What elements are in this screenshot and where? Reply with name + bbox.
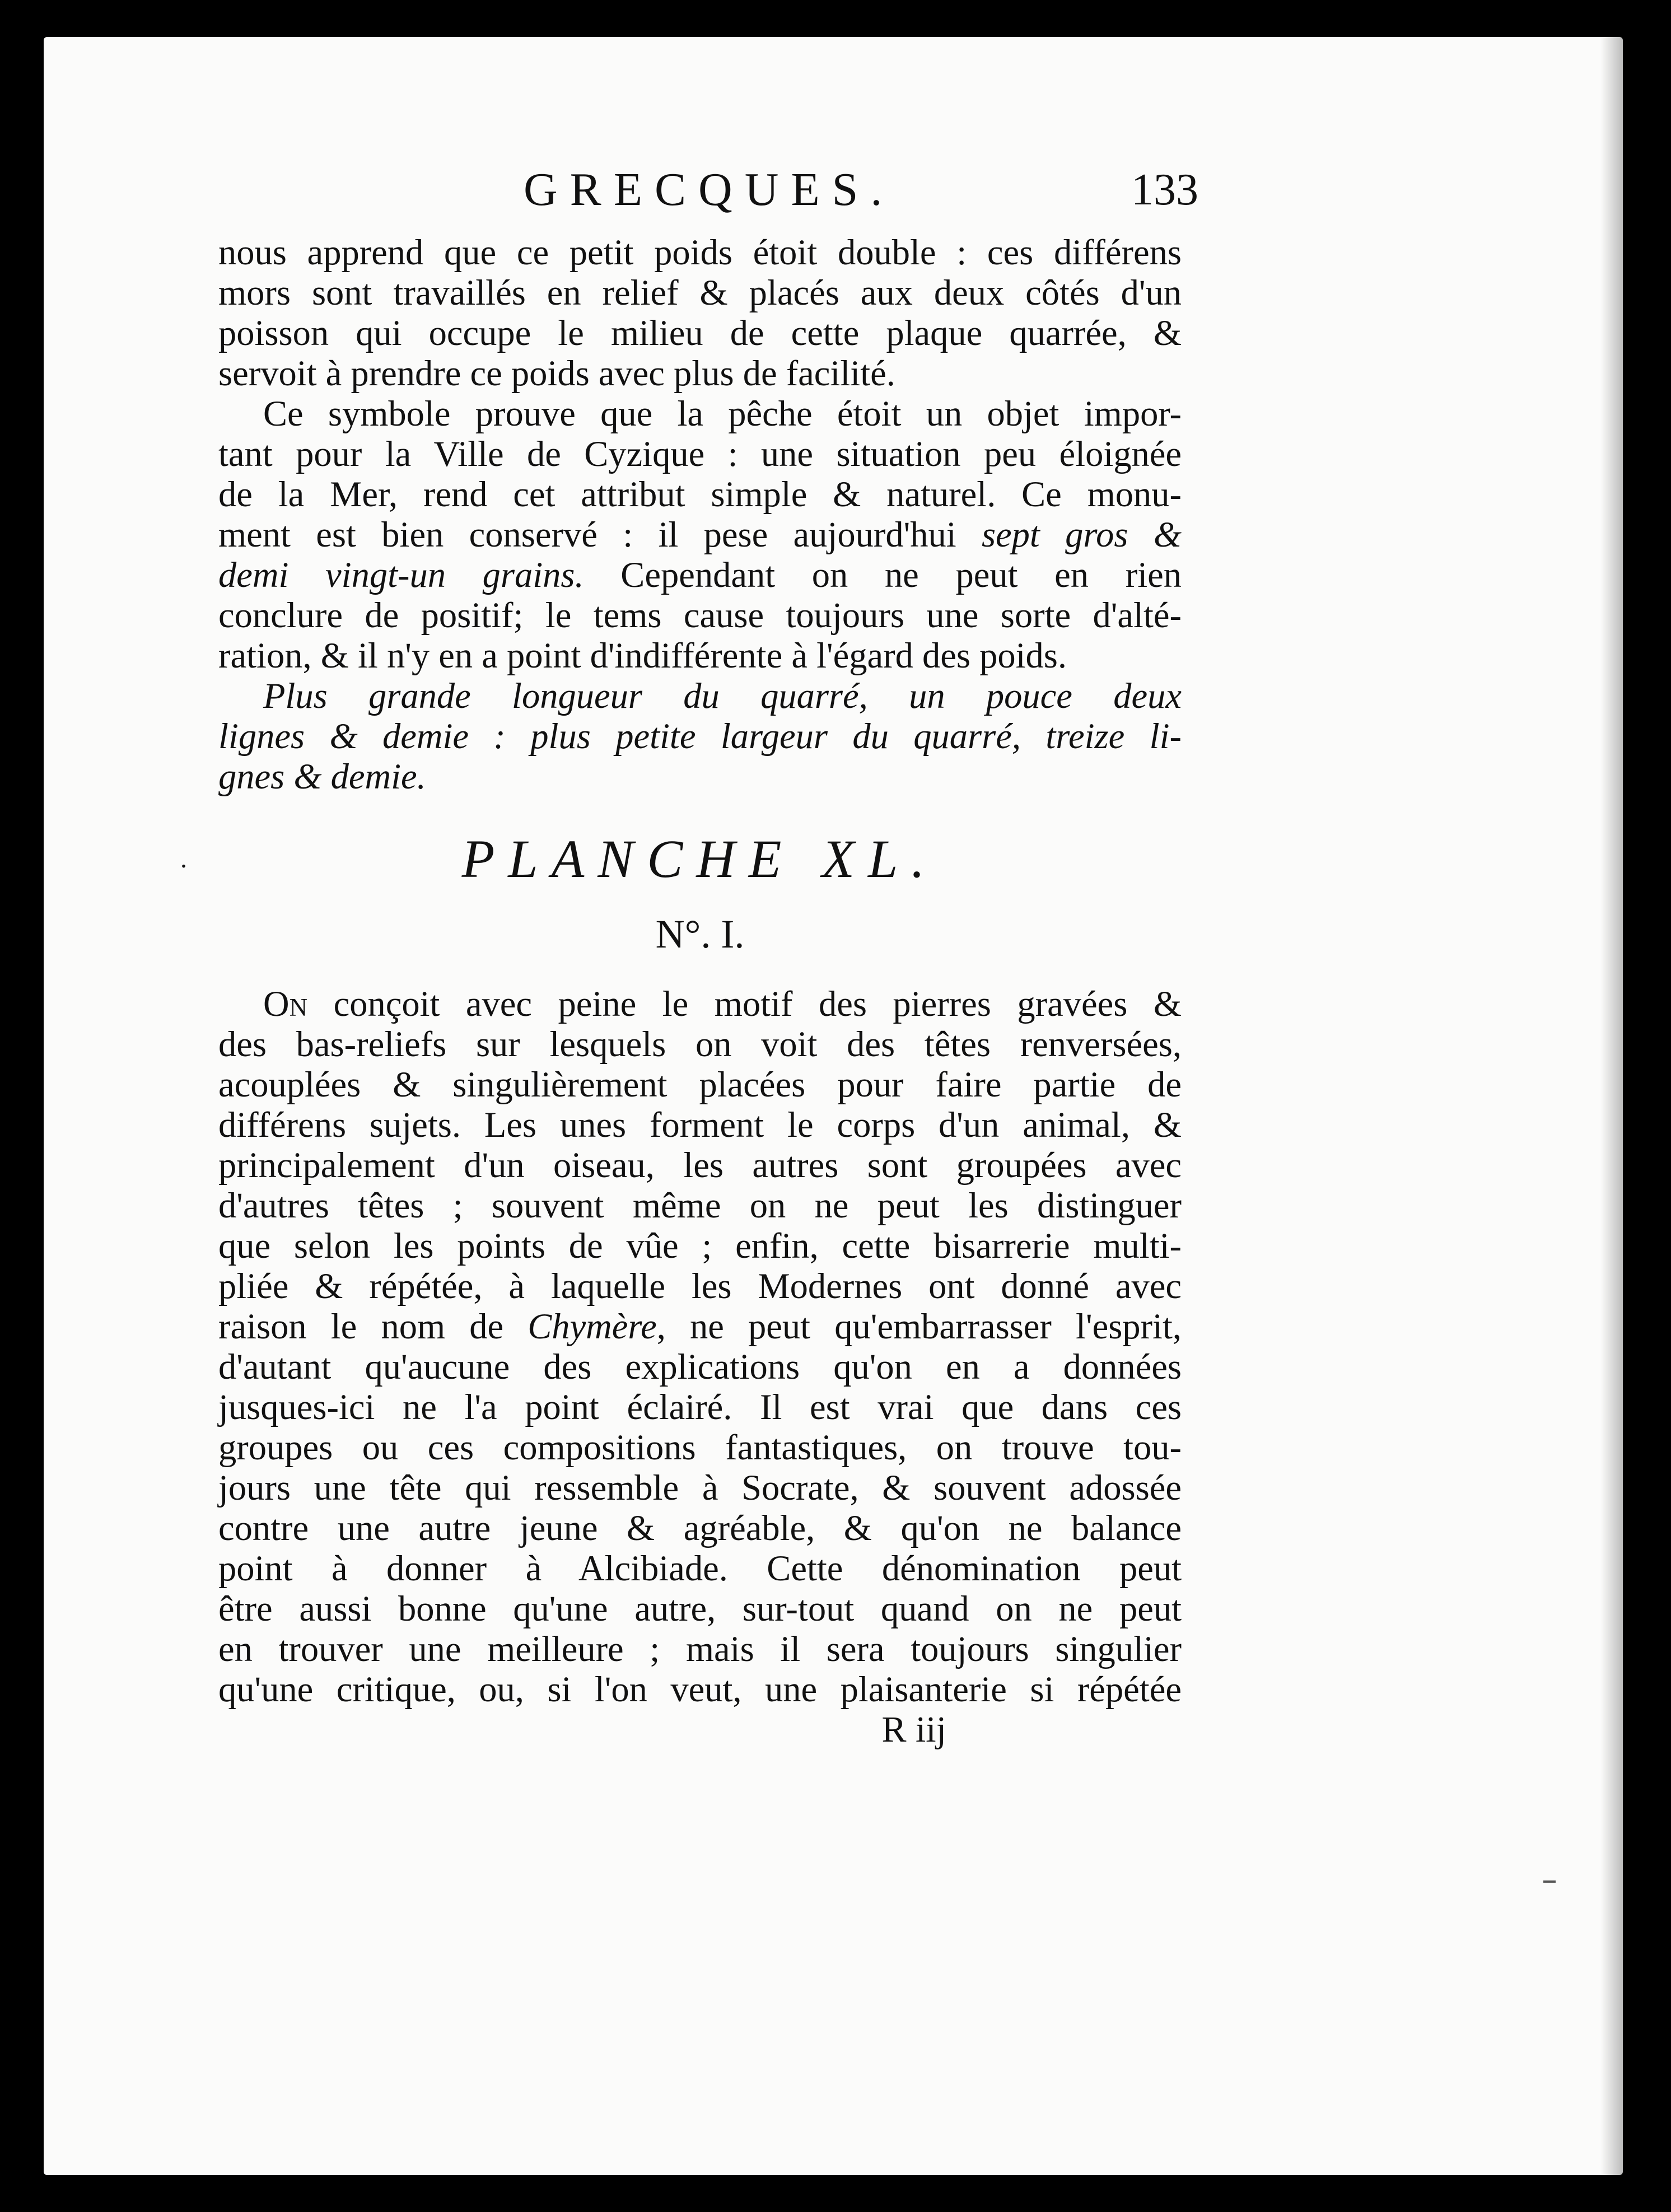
page-number: 133 bbox=[1131, 165, 1198, 214]
text-line: que selon les points de vûe ; enfin, cette bisarrerie multi- bbox=[218, 1226, 1182, 1266]
text-line: nous apprend que ce petit poids étoit double : ces différens bbox=[218, 232, 1182, 272]
stray-dot: . bbox=[180, 844, 200, 874]
text-line: ration, & il n'y en a point d'indifférente à l'égard des poids. bbox=[218, 636, 1067, 675]
italic-chymere: Chymère bbox=[528, 1306, 657, 1346]
plate-heading bbox=[180, 817, 1182, 901]
measurement-paragraph bbox=[218, 676, 1182, 797]
signature-mark: R iij bbox=[881, 1709, 946, 1750]
text-line: tant pour la Ville de Cyzique : une situation peu éloignée bbox=[218, 434, 1182, 474]
text-line: jours une tête qui ressemble à Socrate, & souvent adossée bbox=[218, 1468, 1182, 1508]
text-line: pliée & répétée, à laquelle les Modernes ont donné avec bbox=[218, 1266, 1182, 1306]
text-line: poisson qui occupe le milieu de cette plaque quarrée, & bbox=[218, 313, 1182, 353]
text-line: servoit à prendre ce poids avec plus de facilité. bbox=[218, 353, 895, 393]
symbol-paragraph bbox=[218, 394, 1182, 676]
text-line: être aussi bonne qu'une autre, sur-tout quand on ne peut bbox=[218, 1589, 1182, 1628]
text-line: qu'une critique, ou, si l'on veut, une plaisanterie si répétée bbox=[218, 1669, 1182, 1709]
page-body bbox=[180, 232, 1182, 1750]
text-line: différens sujets. Les unes forment le corps d'un animal, & bbox=[218, 1105, 1182, 1145]
continued-paragraph bbox=[218, 232, 1182, 394]
text-line: point à donner à Alcibiade. Cette dénomination peut bbox=[218, 1548, 1182, 1588]
page-header bbox=[218, 162, 1198, 224]
text-span: ment est bien conservé : il pese aujourd'hui bbox=[218, 515, 956, 554]
text-line: mors sont travaillés en relief & placés aux deux côtés d'un bbox=[218, 273, 1182, 312]
text-line: lignes & demie : plus petite largeur du quarré, treize li- bbox=[218, 716, 1182, 756]
margin-mark bbox=[1543, 1880, 1556, 1883]
text-span: , ne peut qu'embarrasser l'esprit, bbox=[656, 1306, 1182, 1346]
text-span: Cependant on ne peut en rien bbox=[620, 555, 1182, 595]
italic-weight: sept gros & bbox=[981, 515, 1182, 554]
smallcaps-opening: On bbox=[263, 984, 308, 1024]
text-span: raison le nom de bbox=[218, 1306, 528, 1346]
text-line: en trouver une meilleure ; mais il sera toujours singulier bbox=[218, 1629, 1182, 1669]
text-span: conçoit avec peine le motif des pierres gravées & bbox=[307, 984, 1182, 1024]
text-line: d'autant qu'aucune des explications qu'on en a données bbox=[218, 1347, 1182, 1387]
text-line bbox=[218, 515, 1182, 555]
text-line: groupes ou ces compositions fantastiques, on trouve tou- bbox=[218, 1427, 1182, 1467]
main-paragraph bbox=[218, 984, 1182, 1710]
text-line bbox=[218, 555, 1182, 595]
text-line: Ce symbole prouve que la pêche étoit un objet impor- bbox=[263, 394, 1182, 433]
text-line: des bas-reliefs sur lesquels on voit des têtes renversées, bbox=[218, 1024, 1182, 1064]
text-line: d'autres têtes ; souvent même on ne peut les distinguer bbox=[218, 1186, 1182, 1225]
plate-title: PLANCHE XL. bbox=[461, 829, 939, 889]
text-line: de la Mer, rend cet attribut simple & naturel. Ce monu- bbox=[218, 474, 1182, 514]
italic-weight: demi vingt-un grains. bbox=[218, 555, 584, 595]
text-line: gnes & demie. bbox=[218, 757, 426, 796]
running-head: GRECQUES. bbox=[524, 164, 895, 216]
text-line: conclure de positif; le tems cause toujours une sorte d'alté- bbox=[218, 595, 1182, 635]
plate-number: N°. I. bbox=[655, 912, 745, 956]
text-line: contre une autre jeune & agréable, & qu'on ne balance bbox=[218, 1508, 1182, 1548]
text-line: principalement d'un oiseau, les autres sont groupées avec bbox=[218, 1145, 1182, 1185]
text-line: Plus grande longueur du quarré, un pouce deux bbox=[263, 676, 1182, 716]
text-line: acouplées & singulièrement placées pour faire partie de bbox=[218, 1065, 1182, 1104]
text-line bbox=[218, 984, 1182, 1024]
text-line bbox=[218, 1306, 1182, 1347]
text-line: jusques-ici ne l'a point éclairé. Il est vrai que dans ces bbox=[218, 1387, 1182, 1427]
page-edge-shadow bbox=[1600, 37, 1623, 2175]
